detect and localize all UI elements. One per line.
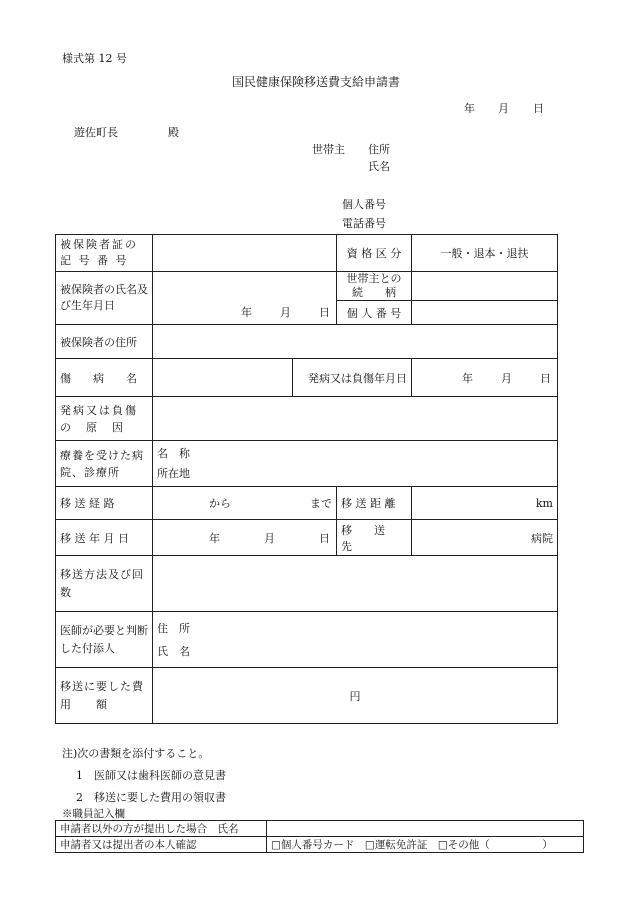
hospital-address-label: 所在地 bbox=[157, 466, 190, 480]
addressee-honorific: 殿 bbox=[168, 126, 179, 139]
insured-address-label: 被保険者の住所 bbox=[56, 325, 153, 359]
attendant-address-label: 住 所 bbox=[157, 621, 190, 635]
method-label: 移送方法及び回 数 bbox=[56, 556, 153, 612]
birth-day-label: 日 bbox=[319, 306, 330, 319]
cost-field[interactable] bbox=[153, 668, 558, 724]
method-field[interactable] bbox=[153, 556, 558, 612]
destination-unit: 病院 bbox=[531, 531, 553, 545]
route-label: 移 送 経 路 bbox=[56, 487, 153, 520]
applicant-name-label: 氏名 bbox=[368, 160, 390, 173]
insured-address-field[interactable] bbox=[153, 325, 558, 359]
birth-month-label: 月 bbox=[280, 306, 291, 319]
staff-row1-field[interactable] bbox=[267, 821, 584, 837]
form-title: 国民健康保険移送費支給申請書 bbox=[232, 75, 401, 89]
insured-name-field[interactable] bbox=[153, 272, 337, 325]
staff-row2-label: 申請者又は提出者の本人確認 bbox=[56, 837, 267, 853]
personal-number-field[interactable] bbox=[412, 301, 558, 325]
date-month: 月 bbox=[498, 102, 509, 115]
relation-label bbox=[337, 272, 412, 301]
birth-year-label: 年 bbox=[241, 306, 252, 319]
addressee-name: 遊佐町長 bbox=[74, 126, 118, 139]
staff-table bbox=[55, 820, 584, 853]
transfer-day-label: 日 bbox=[319, 531, 330, 545]
cost-unit: 円 bbox=[349, 689, 361, 703]
insured-card-label: 被保険者証の記 号 番 号 bbox=[56, 235, 153, 272]
personal-number-label: 個 人 番 号 bbox=[337, 301, 412, 325]
hospital-label: 療養を受けた病院、診療所 bbox=[56, 441, 153, 487]
insured-name-label: 被保険者の氏名及び生年月日 bbox=[56, 272, 153, 325]
head-of-household-label: 世帯主 bbox=[312, 143, 345, 156]
relation-field[interactable] bbox=[412, 272, 558, 301]
transfer-date-label: 移 送 年 月 日 bbox=[56, 520, 153, 556]
destination-field[interactable] bbox=[412, 520, 558, 556]
destination-label: 移 送 先 bbox=[337, 520, 412, 556]
relation-label-line2: 続 柄 bbox=[352, 286, 396, 299]
transfer-date-field[interactable] bbox=[153, 520, 337, 556]
cost-label: 移送に要した費 用 額 bbox=[56, 668, 153, 724]
notes-item-2: 2 移送に要した費用の領収書 bbox=[76, 791, 226, 804]
staff-row1-label: 申請者以外の方が提出した場合 氏名 bbox=[56, 821, 267, 837]
illness-field[interactable] bbox=[153, 359, 293, 397]
illness-label: 傷 病 名 bbox=[56, 359, 153, 397]
onset-date-label: 発病又は負傷年月日 bbox=[293, 359, 412, 397]
onset-day-label: 日 bbox=[540, 371, 551, 385]
onset-year-label: 年 bbox=[462, 371, 473, 385]
applicant-address-label: 住所 bbox=[368, 143, 390, 156]
status-label: 資 格 区 分 bbox=[337, 235, 412, 272]
relation-label-line1: 世帯主との bbox=[346, 272, 402, 285]
attendant-label: 医師が必要と判断した付添人 bbox=[56, 612, 153, 668]
transfer-year-label: 年 bbox=[209, 531, 220, 545]
insured-card-field[interactable] bbox=[153, 235, 337, 272]
hospital-field[interactable] bbox=[153, 441, 558, 487]
route-to-label: まで bbox=[310, 497, 332, 510]
notes-item-1: 1 医師又は歯科医師の意見書 bbox=[76, 769, 226, 782]
onset-date-field[interactable] bbox=[412, 359, 558, 397]
route-from-label: から bbox=[209, 497, 231, 510]
cause-label: 発病又は負傷の 原 因 bbox=[56, 397, 153, 441]
route-field[interactable] bbox=[153, 487, 337, 520]
staff-row2-options[interactable]: □個人番号カード □運転免許証 □その他（ ） bbox=[267, 837, 584, 853]
onset-month-label: 月 bbox=[501, 371, 512, 385]
distance-label: 移 送 距 離 bbox=[337, 487, 412, 520]
distance-field[interactable] bbox=[412, 487, 558, 520]
applicant-id-label: 個人番号 bbox=[342, 198, 386, 211]
form-number: 様式第 12 号 bbox=[62, 52, 127, 65]
date-day: 日 bbox=[533, 102, 544, 115]
attendant-field[interactable] bbox=[153, 612, 558, 668]
application-table bbox=[55, 234, 558, 724]
distance-unit: km bbox=[535, 496, 553, 510]
status-options[interactable]: 一般・退本・退扶 bbox=[412, 235, 558, 272]
date-year: 年 bbox=[464, 102, 475, 115]
applicant-phone-label: 電話番号 bbox=[342, 217, 386, 230]
notes-heading: 注)次の書類を添付すること。 bbox=[62, 747, 210, 760]
cause-field[interactable] bbox=[153, 397, 558, 441]
attendant-name-label: 氏 名 bbox=[157, 644, 190, 658]
hospital-name-label: 名 称 bbox=[157, 446, 190, 460]
transfer-month-label: 月 bbox=[264, 531, 275, 545]
staff-heading: ※職員記入欄 bbox=[62, 808, 125, 820]
